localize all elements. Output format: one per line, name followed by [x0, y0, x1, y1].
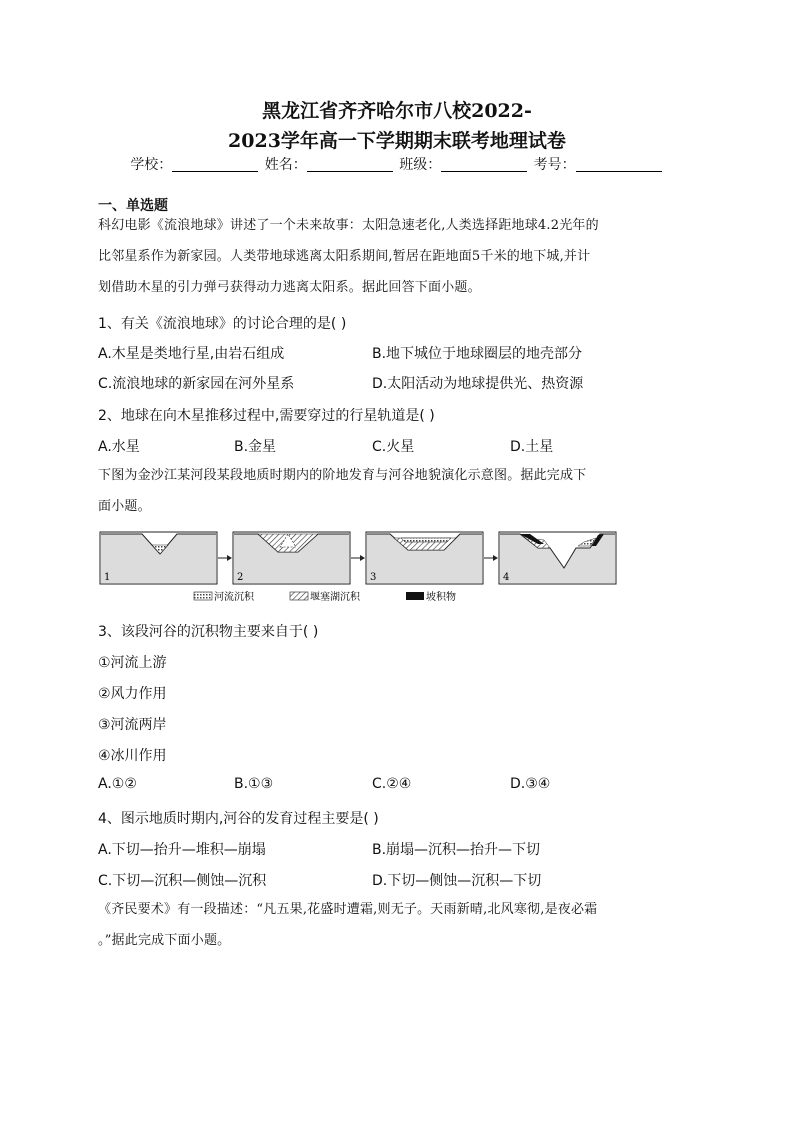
q4-option-d[interactable]: D.下切—侧蚀—沉积—下切 [372, 873, 542, 889]
class-blank[interactable] [441, 157, 527, 172]
q3-item: ②风力作用 [98, 686, 167, 702]
exam-title-line2: 2023学年高一下学期期末联考地理试卷 [228, 130, 566, 152]
q3-option-c[interactable]: C.②④ [372, 776, 412, 792]
material-line: 面小题。 [98, 499, 151, 514]
legend-label: 河流沉积 [214, 592, 254, 603]
q2-option-b[interactable]: B.金星 [234, 439, 277, 455]
q1-option-a[interactable]: A.木星是类地行星,由岩石组成 [98, 346, 285, 362]
panel-2 [233, 532, 350, 584]
panel-1 [100, 532, 217, 584]
question-3-stem: 3、该段河谷的沉积物主要来自于( ) [98, 624, 319, 640]
material-line: 科幻电影《流浪地球》讲述了一个未来故事：太阳急速老化,人类选择距地球4.2光年的 [98, 218, 599, 233]
material-jinshajiang [98, 460, 708, 522]
name-blank[interactable] [307, 157, 393, 172]
arrow-3-4 [484, 555, 498, 561]
exam-number-label: 考号： [533, 157, 576, 173]
name-label: 姓名： [264, 157, 307, 173]
legend-label: 坡积物 [426, 592, 456, 603]
q1-option-b[interactable]: B.地下城位于地球圈层的地壳部分 [372, 346, 583, 362]
material-qimin-yaoshu [98, 894, 708, 956]
legend-swatch-lake [290, 592, 308, 600]
q2-option-d[interactable]: D.土星 [510, 439, 554, 455]
legend-label: 堰塞湖沉积 [310, 592, 360, 603]
q3-item: ③河流两岸 [98, 717, 167, 733]
question-2-stem: 2、地球在向木星推移过程中,需要穿过的行星轨道是( ) [98, 408, 435, 424]
diagram-legend [194, 590, 456, 603]
legend-swatch-river [194, 592, 212, 600]
q3-option-d[interactable]: D.③④ [510, 776, 551, 792]
q3-option-a[interactable]: A.①② [98, 776, 137, 792]
material-liulang-diqiu [98, 210, 708, 303]
question-4-stem: 4、图示地质时期内,河谷的发育过程主要是( ) [98, 811, 379, 827]
q3-item: ④冰川作用 [98, 748, 167, 764]
valley-evolution-diagram [98, 528, 618, 608]
arrow-1-2 [218, 555, 232, 561]
q2-option-c[interactable]: C.火星 [372, 439, 415, 455]
school-label: 学校： [130, 157, 173, 173]
q4-option-c[interactable]: C.下切—沉积—侧蚀—沉积 [98, 873, 267, 889]
question-1-stem: 1、有关《流浪地球》的讨论合理的是( ) [98, 316, 347, 332]
panel-number: 1 [104, 572, 111, 583]
q1-option-c[interactable]: C.流浪地球的新家园在河外星系 [98, 376, 295, 392]
class-label: 班级： [399, 157, 442, 173]
panel-number: 2 [237, 572, 244, 583]
q3-item: ①河流上游 [98, 655, 167, 671]
q4-option-a[interactable]: A.下切—抬升—堆积—崩塌 [98, 842, 266, 858]
q2-option-a[interactable]: A.水星 [98, 439, 140, 455]
panel-number: 3 [370, 572, 377, 583]
material-line: 划借助木星的引力弹弓获得动力逃离太阳系。据此回答下面小题。 [98, 280, 481, 295]
panel-number: 4 [503, 572, 510, 583]
q1-option-d[interactable]: D.太阳活动为地球提供光、热资源 [372, 376, 584, 392]
legend-swatch-colluvium [406, 592, 424, 600]
exam-title-line1: 黑龙江省齐齐哈尔市八校2022- [262, 100, 532, 122]
panel-3 [366, 532, 483, 584]
panel-4 [499, 532, 616, 584]
material-line: 。”据此完成下面小题。 [98, 933, 231, 948]
q3-option-b[interactable]: B.①③ [234, 776, 274, 792]
material-line: 比邻星系作为新家园。人类带地球逃离太阳系期间,暂居在距地面5千米的地下城,并计 [98, 249, 591, 264]
material-line: 《齐民要术》有一段描述：“凡五果,花盛时遭霜,则无子。天雨新晴,北风寒彻,是夜必霜 [98, 902, 598, 917]
arrow-2-3 [351, 555, 365, 561]
school-blank[interactable] [172, 157, 258, 172]
material-line: 下图为金沙江某河段某段地质时期内的阶地发育与河谷地貌演化示意图。据此完成下 [98, 468, 587, 483]
student-info-row [0, 154, 794, 174]
section-title: 一、单选题 [98, 198, 168, 214]
exam-number-blank[interactable] [576, 157, 662, 172]
q4-option-b[interactable]: B.崩塌—沉积—抬升—下切 [372, 842, 541, 858]
